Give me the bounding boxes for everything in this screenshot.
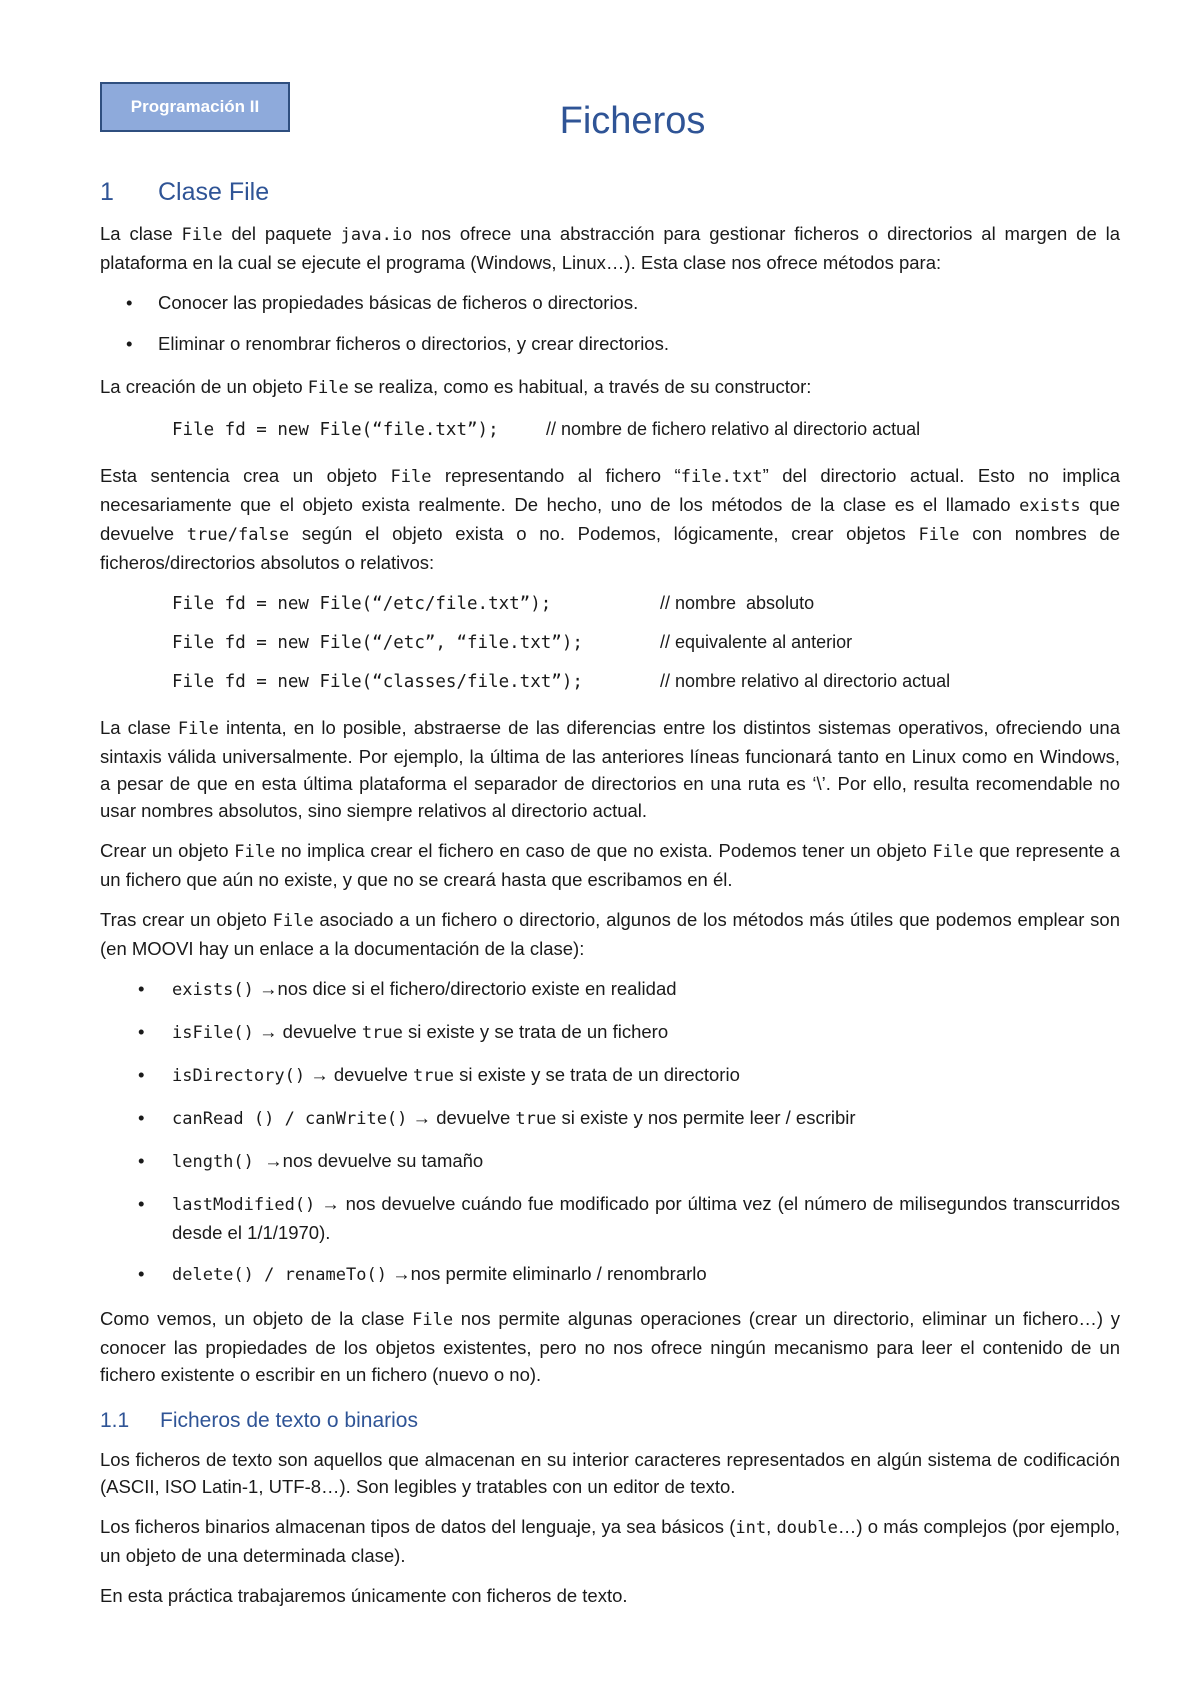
bullet-list-methods	[100, 975, 1120, 1289]
list-item: • lastModified() → nos devuelve cuándo fue modificado por última vez (el número de milisegundos transcurridos desde el 1/1/1970).	[100, 1190, 1120, 1246]
paragraph-methods-intro: Tras crear un objeto File asociado a un fichero o directorio, algunos de los métodos más útiles que podemos emplear son (en MOOVI hay un enlace a la documentación de la clase):	[100, 909, 1120, 959]
paragraph-intro: La clase File del paquete java.io nos ofrece una abstracción para gestionar ficheros o directorios al margen de la plataforma en la cual se ejecute el programa (Windows, Linux…). Esta clase nos ofrece métodos para:	[100, 223, 1121, 273]
bullet-list-capabilities	[100, 289, 1120, 357]
paragraph-creation: Crear un objeto File no implica crear el fichero en caso de que no exista. Podemos tener un objeto File que represente a un fichero que aún no existe, y que no se creará hasta que escribamos en él.	[100, 840, 1120, 890]
code-line: File fd = new File(“/etc/file.txt”); // nombre absoluto	[172, 593, 815, 614]
section-number: 1	[100, 178, 114, 206]
paragraph-exists: Esta sentencia crea un objeto File representando al fichero “file.txt” del directorio actual. Esto no implica necesariamente que el objeto exista realmente. De hecho, uno de los métodos de la clase es el llamado exists que devuelve true/false según el objeto exista o no. Podemos, lógicamente, crear objetos File con nombres de ficheros/directorios absolutos o relativos:	[100, 465, 1121, 573]
list-item: • Conocer las propiedades básicas de ficheros o directorios.	[100, 289, 1120, 316]
arrow-icon: →	[310, 1064, 329, 1085]
paragraph-binary-files: Los ficheros binarios almacenan tipos de datos del lenguaje, ya sea básicos (int, double…) o más complejos (por ejemplo, un objeto de una determinada clase).	[100, 1516, 1120, 1566]
arrow-icon: →	[392, 1263, 411, 1284]
list-item: • isFile() → devuelve true si existe y se trata de un fichero	[100, 1018, 1120, 1047]
section-heading-1-1	[100, 1406, 1120, 1436]
course-badge: Programación II	[100, 82, 290, 132]
paragraph-summary: Como vemos, un objeto de la clase File nos permite algunas operaciones (crear un directorio, eliminar un fichero…) y conocer las propiedades de los objetos existentes, pero no nos ofrece ningún mecanismo para leer el contenido de un fichero existente o escribir en un fichero (nuevo o no).	[100, 1308, 1120, 1385]
arrow-icon: →	[259, 978, 278, 999]
arrow-icon: →	[412, 1107, 432, 1128]
list-item: • canRead () / canWrite() → devuelve true si existe y nos permite leer / escribir	[100, 1104, 1120, 1133]
list-item: • exists() →nos dice si el fichero/directorio existe en realidad	[100, 975, 1120, 1004]
section-heading-1	[100, 176, 1120, 208]
list-item: • Eliminar o renombrar ficheros o directorios, y crear directorios.	[100, 330, 1120, 357]
page-title: Ficheros	[559, 100, 706, 142]
paragraph-text-files: Los ficheros de texto son aquellos que almacenan en su interior caracteres representados en algún sistema de codificación (ASCII, ISO Latin-1, UTF-8…). Son legibles y tratables con un editor de texto.	[100, 1449, 1120, 1497]
arrow-icon: →	[259, 1021, 278, 1042]
paragraph-practice-note: En esta práctica trabajaremos únicamente con ficheros de texto.	[100, 1585, 628, 1606]
arrow-icon: →	[321, 1193, 340, 1214]
paragraph-portability: La clase File intenta, en lo posible, abstraerse de las diferencias entre los distintos sistemas operativos, ofreciendo una sintaxis válida universalmente. Por ejemplo, la última de las anteriores líneas funcionará tanto en Linux como en Windows, a pesar de que en esta última plataforma el separador de directorios en una ruta es ‘\’. Por ello, resulta recomendable no usar nombres absolutos, sino siempre relativos al directorio actual.	[100, 717, 1120, 821]
list-item: • length() →nos devuelve su tamaño	[100, 1147, 1120, 1176]
arrow-icon: →	[264, 1150, 283, 1171]
code-line: File fd = new File(“file.txt”); // nombre de fichero relativo al directorio actual	[172, 419, 921, 440]
paragraph-constructor: La creación de un objeto File se realiza, como es habitual, a través de su constructor:	[100, 376, 812, 398]
code-line: File fd = new File(“/etc”, “file.txt”); // equivalente al anterior	[172, 632, 853, 653]
section-title: Ficheros de texto o binarios	[160, 1409, 418, 1432]
document-body	[100, 176, 1120, 1622]
section-title: Clase File	[158, 178, 270, 206]
list-item: • delete() / renameTo() →nos permite eliminarlo / renombrarlo	[100, 1260, 1120, 1289]
code-line: File fd = new File(“classes/file.txt”); // nombre relativo al directorio actual	[172, 671, 951, 692]
section-number: 1.1	[100, 1409, 130, 1432]
list-item: • isDirectory() → devuelve true si existe y se trata de un directorio	[100, 1061, 1120, 1090]
